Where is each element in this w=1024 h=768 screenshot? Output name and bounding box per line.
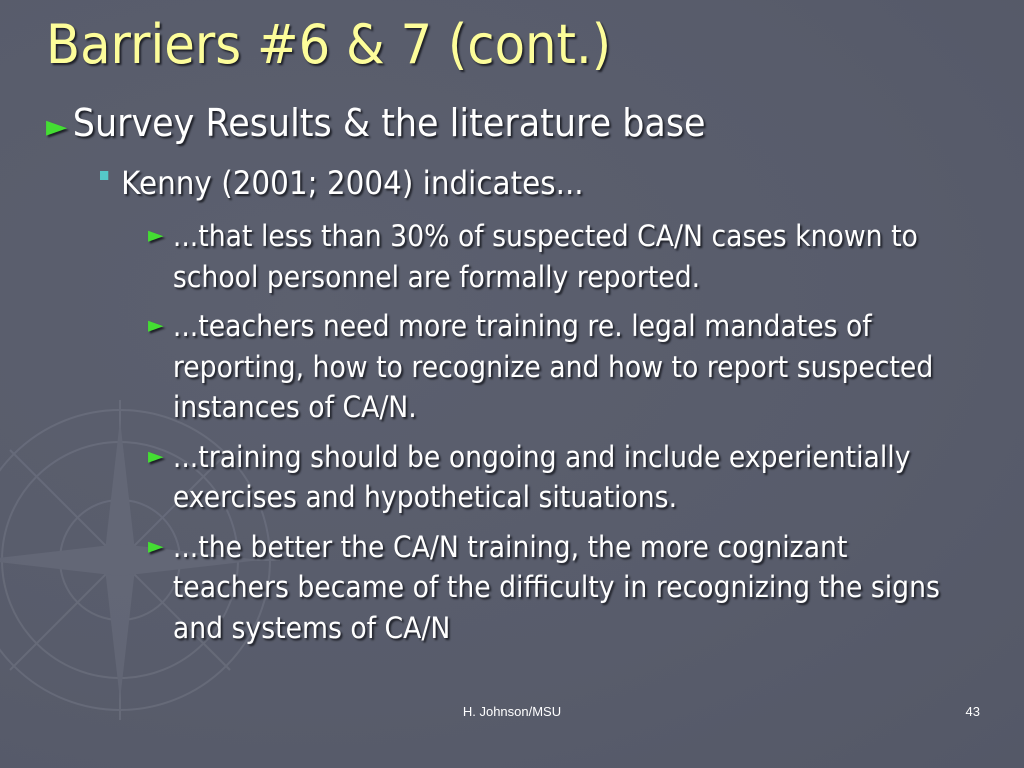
slide-number: 43 (965, 704, 980, 719)
sub-bullet-text: ...the better the CA/N training, the more cognizant teachers became of the difficulty in recognizing the signs and systems of CA/N (172, 529, 940, 645)
green-arrow-bullet-icon: ► (148, 223, 164, 248)
sub-bullet-text: ...that less than 30% of suspected CA/N cases known to school personnel are formally reported. (172, 219, 918, 294)
sub-bullet-list (148, 216, 958, 657)
bullet-level-2-text: Kenny (2001; 2004) indicates... (121, 164, 584, 202)
green-arrow-bullet-icon: ► (46, 109, 68, 144)
bullet-level-1 (46, 98, 706, 152)
sub-bullet-text: ...teachers need more training re. legal mandates of reporting, how to recognize and how to report suspected instances of CA/N. (172, 309, 934, 424)
bullet-level-1-text: Survey Results & the literature base (72, 101, 706, 145)
green-arrow-bullet-icon: ► (148, 533, 164, 559)
green-arrow-bullet-icon: ► (148, 313, 164, 338)
sub-bullet-text: ...training should be ongoing and include experientially exercises and hypothetical situations. (172, 439, 911, 514)
green-arrow-bullet-icon: ► (148, 443, 164, 469)
sub-bullet-item (148, 216, 958, 297)
bullet-level-2 (100, 160, 584, 206)
slide-title: Barriers #6 & 7 (cont.) (46, 13, 612, 76)
sub-bullet-item (148, 527, 958, 649)
teal-square-bullet-icon (100, 171, 108, 180)
sub-bullet-item (148, 437, 958, 518)
sub-bullet-item (148, 306, 958, 428)
footer-author: H. Johnson/MSU (462, 704, 562, 719)
